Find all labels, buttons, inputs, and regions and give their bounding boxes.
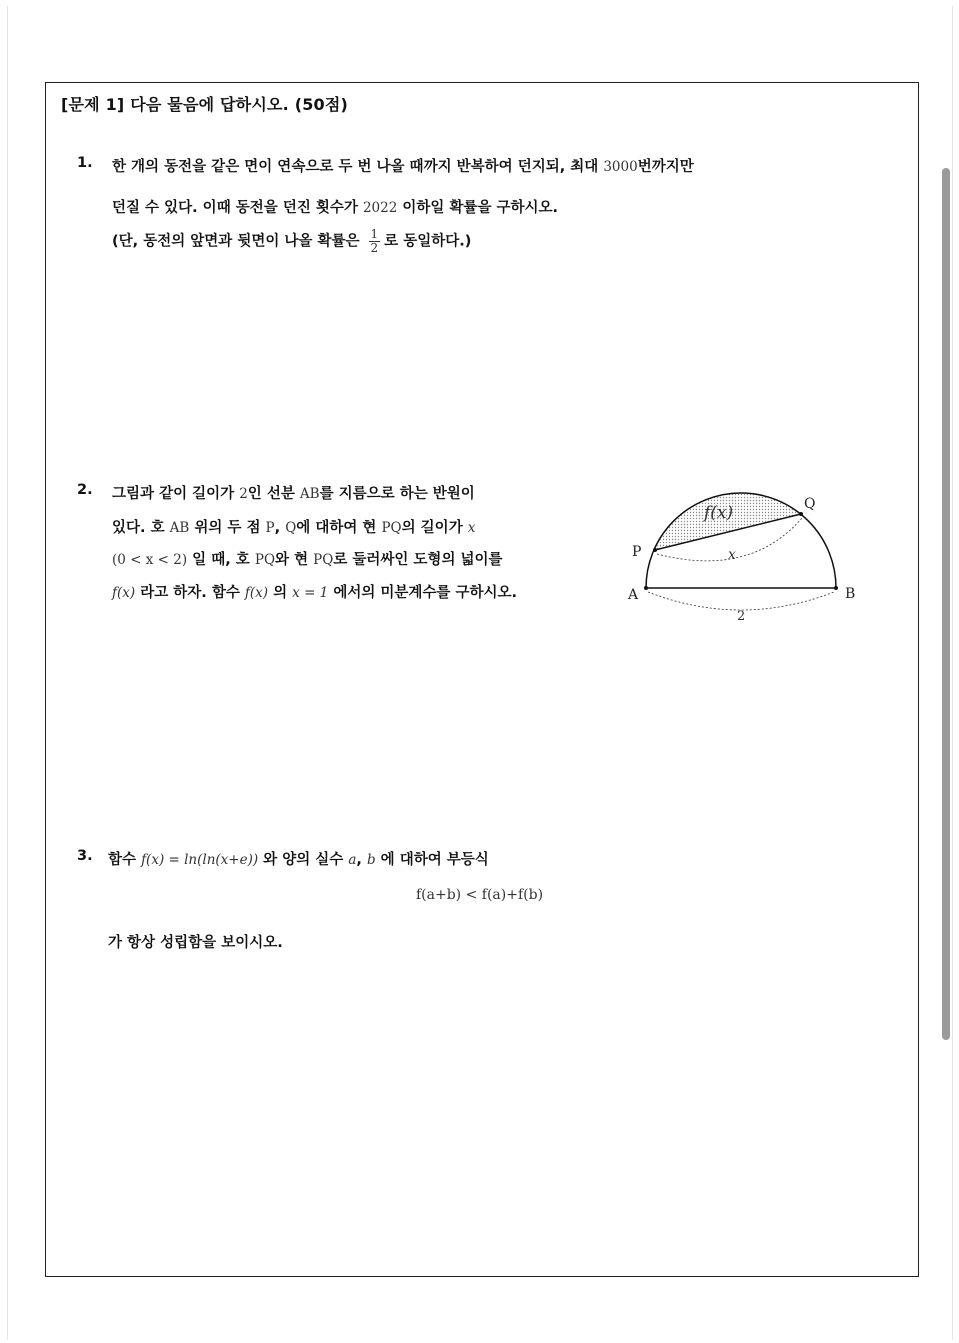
q1-line-3-text-a: (단, 동전의 앞면과 뒷면이 나올 확률은 xyxy=(112,233,365,250)
point-a-dot xyxy=(644,586,648,590)
label-p: P xyxy=(632,544,642,560)
q2-point-q: Q xyxy=(285,520,297,536)
q2-line-1-text-a: 그림과 같이 길이가 xyxy=(112,486,240,502)
exam-problem-box xyxy=(45,82,919,1277)
q1-line-1 xyxy=(112,155,694,176)
q1-line-3-text-b: 로 동일하다.) xyxy=(384,233,472,250)
q1-number: 1. xyxy=(77,155,93,171)
q3-var-b: b xyxy=(366,852,376,868)
label-b: B xyxy=(845,586,856,602)
label-2: 2 xyxy=(737,609,746,624)
q3-line-1 xyxy=(108,848,489,869)
q2-chord-pq-2: PQ xyxy=(313,552,334,568)
label-fx: f(x) xyxy=(704,503,734,523)
q2-point-p: P xyxy=(265,520,275,536)
q2-line-2-text-b: 위의 두 점 xyxy=(189,520,266,536)
q2-arc-ab: AB xyxy=(169,520,190,536)
q2-segment-ab: AB xyxy=(299,486,320,502)
q1-line-2 xyxy=(112,196,558,217)
q1-max-throws: 3000 xyxy=(603,159,638,175)
q3-inequality: f(a+b) < f(a)+f(b) xyxy=(416,887,544,903)
q2-line-3 xyxy=(112,548,503,569)
q2-line-2 xyxy=(112,516,475,537)
q3-comma: , xyxy=(356,852,367,868)
q2-number: 2. xyxy=(77,482,93,498)
q2-line-2-text-d: 의 길이가 xyxy=(401,520,468,536)
q2-line-4-text-c: 에서의 미분계수를 구하시오. xyxy=(328,585,518,601)
q2-length: 2 xyxy=(239,486,248,502)
q3-var-a: a xyxy=(348,852,357,868)
q3-line-2: 가 항상 성립함을 보이시오. xyxy=(108,935,283,951)
q2-arc-pq: PQ xyxy=(254,552,276,568)
scrollbar-thumb[interactable] xyxy=(942,168,950,1040)
q3-number: 3. xyxy=(77,848,93,864)
q1-fraction-numerator: 1 xyxy=(370,227,379,241)
q2-line-3-text-a: 일 때, 호 xyxy=(187,552,255,568)
q2-line-3-text-b: 와 현 xyxy=(275,552,314,568)
point-b-dot xyxy=(834,586,838,590)
q2-x-equals-1: x = 1 xyxy=(292,585,329,601)
q2-line-1-text-b: 인 선분 xyxy=(247,486,300,502)
q2-line-1 xyxy=(112,482,475,503)
label-a: A xyxy=(628,587,639,603)
q2-comma: , xyxy=(274,520,286,536)
q2-line-4 xyxy=(112,581,517,602)
q1-line-1-text-b: 번까지만 xyxy=(637,159,694,175)
q1-line-1-text-a: 한 개의 동전을 같은 면이 연속으로 두 번 나올 때까지 반복하여 던지되, 최대 xyxy=(112,159,604,175)
q1-fraction xyxy=(369,228,381,255)
q1-fraction-denominator: 2 xyxy=(370,241,379,255)
q2-range: (0 < x < 2) xyxy=(112,552,188,568)
label-x: x xyxy=(728,547,736,563)
q1-line-2-text-a: 던질 수 있다. 이때 동전을 던진 횟수가 xyxy=(112,200,363,216)
q2-var-x: x xyxy=(467,520,476,536)
diameter-length-marker xyxy=(648,592,834,610)
q1-line-3 xyxy=(112,228,471,255)
q1-line-2-text-b: 이하일 확률을 구하시오. xyxy=(397,200,559,216)
q3-line-1-text-a: 함수 xyxy=(108,852,142,868)
label-q: Q xyxy=(804,496,816,512)
q2-line-2-text-a: 있다. 호 xyxy=(112,520,170,536)
q2-line-3-text-c: 로 둘러싸인 도형의 넓이를 xyxy=(333,552,503,568)
point-q-dot xyxy=(799,512,803,516)
q3-function: f(x) = ln(ln(x+e)) xyxy=(141,852,259,868)
q2-fx-2: f(x) xyxy=(244,585,269,601)
q3-line-1-text-c: 에 대하여 부등식 xyxy=(375,852,489,868)
q1-limit-throws: 2022 xyxy=(362,200,398,216)
q2-line-4-text-a: 라고 하자. 함수 xyxy=(135,585,245,601)
q2-line-4-text-b: 의 xyxy=(268,585,293,601)
q2-fx: f(x) xyxy=(112,585,136,601)
q3-line-1-text-b: 와 양의 실수 xyxy=(258,852,349,868)
q2-line-1-text-c: 를 지름으로 하는 반원이 xyxy=(319,486,475,502)
problem-header: [문제 1] 다음 물음에 답하시오. (50점) xyxy=(61,95,349,114)
semicircle-figure xyxy=(620,478,870,628)
point-p-dot xyxy=(653,548,657,552)
q2-line-2-text-c: 에 대하여 현 xyxy=(296,520,382,536)
q2-chord-pq: PQ xyxy=(381,520,402,536)
